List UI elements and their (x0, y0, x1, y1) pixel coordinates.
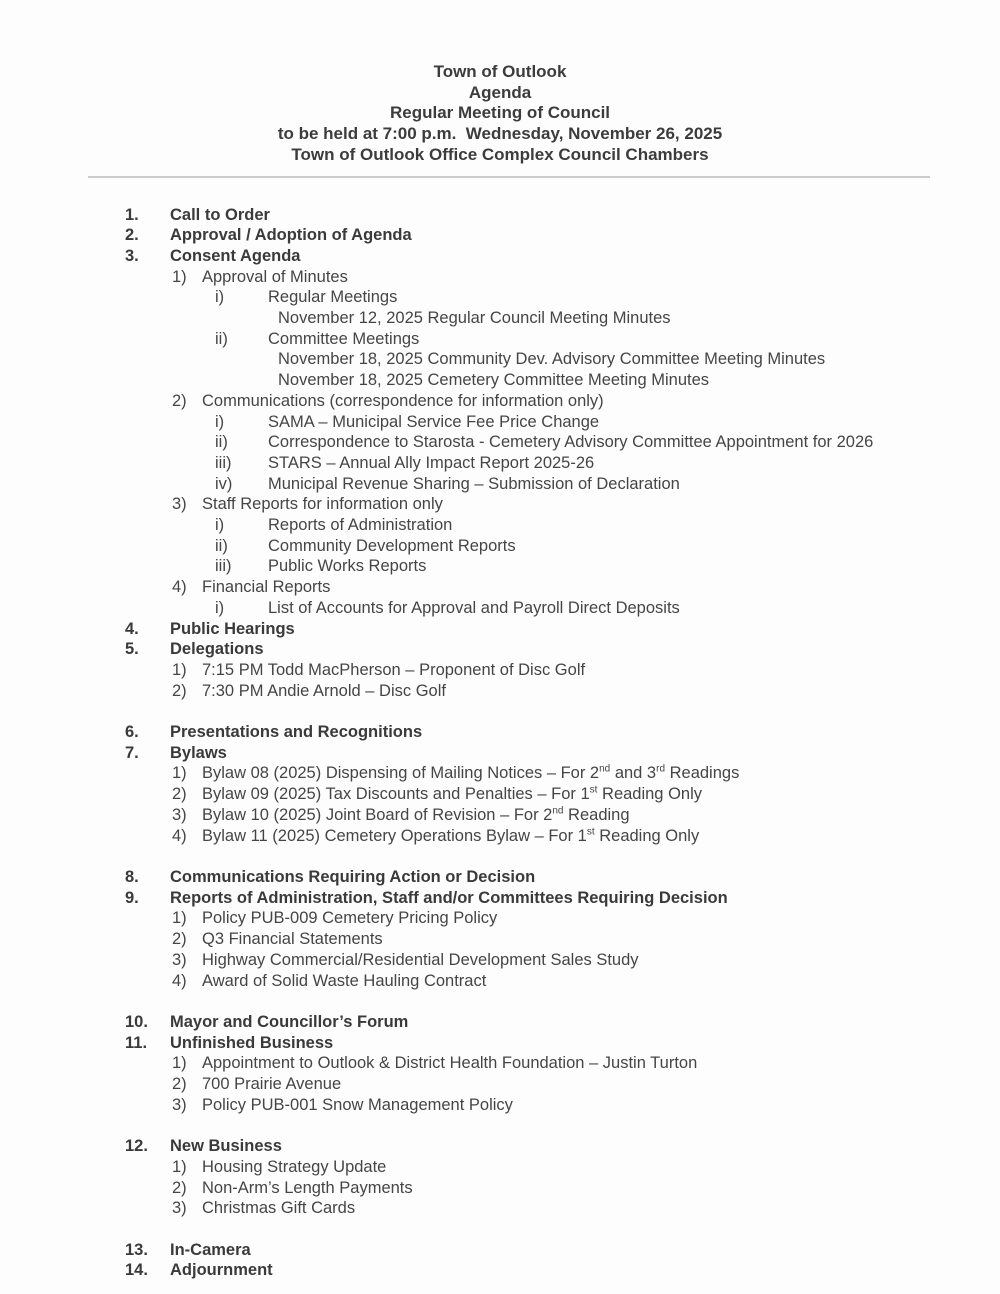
item-number: 12. (125, 1137, 148, 1156)
agenda-subsubitem (215, 432, 1000, 453)
agenda-item-text: Public Hearings (170, 619, 295, 638)
agenda-detail-line-text: November 18, 2025 Cemetery Committee Meeting Minutes (278, 371, 710, 390)
item-number: ii) (215, 329, 228, 348)
item-number: 3) (172, 1095, 187, 1114)
header-line: Agenda (468, 82, 532, 102)
agenda-subitem-text: Q3 Financial Statements (202, 930, 383, 949)
agenda-item-text: In-Camera (170, 1240, 251, 1259)
item-number: 1) (172, 764, 187, 783)
section-gap (0, 1219, 1000, 1240)
item-number: iii) (215, 453, 232, 472)
item-number: 1) (172, 267, 187, 286)
item-number: 13. (125, 1240, 148, 1259)
agenda-subsubitem-text: Reports of Administration (268, 516, 453, 535)
agenda-item-text: Reports of Administration, Staff and/or Committees Requiring Decision (170, 888, 728, 907)
agenda-item-text: Communications Requiring Action or Decision (170, 867, 536, 886)
item-number: 2) (172, 930, 187, 949)
agenda-subitem-text: Financial Reports (202, 578, 331, 597)
agenda-subitem (172, 1157, 1000, 1178)
agenda-detail-line (278, 370, 1000, 391)
agenda-subitem-text: Policy PUB-001 Snow Management Policy (202, 1095, 513, 1114)
agenda-subitem-text: Bylaw 10 (2025) Joint Board of Revision – For 2nd Reading (202, 805, 630, 824)
agenda-subitem (172, 826, 1000, 847)
agenda-subitem (172, 577, 1000, 598)
agenda-item-text: Adjournment (170, 1261, 273, 1280)
agenda-detail-line-text: November 18, 2025 Community Dev. Advisory Committee Meeting Minutes (278, 350, 826, 369)
section-gap (0, 846, 1000, 867)
agenda-item (125, 743, 1000, 764)
agenda-subitem-text: 7:30 PM Andie Arnold – Disc Golf (202, 681, 446, 700)
agenda-subsubitem-text: STARS – Annual Ally Impact Report 2025-26 (268, 453, 595, 472)
agenda-subitem-text: Appointment to Outlook & District Health Foundation – Justin Turton (202, 1054, 698, 1073)
agenda-item (125, 1033, 1000, 1054)
agenda-subitem-text: Non-Arm’s Length Payments (202, 1178, 413, 1197)
item-number: 4. (125, 619, 139, 638)
header-divider (88, 176, 930, 178)
item-number: 3. (125, 246, 139, 265)
agenda-subsubitem (215, 453, 1000, 474)
agenda-subitem (172, 929, 1000, 950)
item-number: 1. (125, 205, 139, 224)
agenda-subsubitem-text: Public Works Reports (268, 557, 427, 576)
agenda-subitem-text: Policy PUB-009 Cemetery Pricing Policy (202, 909, 498, 928)
agenda-subitem (172, 1053, 1000, 1074)
agenda-subitem (172, 1095, 1000, 1116)
agenda-subsubitem (215, 412, 1000, 433)
agenda-subsubitem-text: Regular Meetings (268, 288, 398, 307)
item-number: i) (215, 288, 225, 307)
item-number: 4) (172, 578, 187, 597)
agenda-subitem (172, 950, 1000, 971)
item-number: 5. (125, 640, 139, 659)
item-number: 3) (172, 805, 187, 824)
item-number: 2) (172, 681, 187, 700)
agenda-subsubitem (215, 287, 1000, 308)
agenda-item (125, 1260, 1000, 1281)
item-number: iii) (215, 557, 232, 576)
agenda-subitem (172, 805, 1000, 826)
agenda-subitem (172, 267, 1000, 288)
agenda-item (125, 722, 1000, 743)
item-number: 4) (172, 971, 187, 990)
item-number: i) (215, 516, 225, 535)
ordinal-superscript: st (586, 826, 595, 838)
agenda-subitem (172, 660, 1000, 681)
item-number: 2) (172, 785, 187, 804)
item-number: ii) (215, 433, 228, 452)
agenda-item (125, 1136, 1000, 1157)
agenda-subsubitem-text: Community Development Reports (268, 536, 516, 555)
ordinal-superscript: rd (656, 763, 666, 775)
agenda-subitem (172, 763, 1000, 784)
agenda-item-text: Presentations and Recognitions (170, 723, 423, 742)
agenda-item-text: New Business (170, 1137, 282, 1156)
agenda-subitem-text: Housing Strategy Update (202, 1157, 387, 1176)
item-number: iv) (215, 474, 233, 493)
agenda-subsubitem-text: Municipal Revenue Sharing – Submission of Declaration (268, 474, 680, 493)
item-number: 1) (172, 1157, 187, 1176)
agenda-item (125, 639, 1000, 660)
agenda-item-text: Bylaws (170, 743, 227, 762)
item-number: 3) (172, 950, 187, 969)
agenda-subitem-text: Approval of Minutes (202, 267, 348, 286)
agenda-subitem-text: Bylaw 08 (2025) Dispensing of Mailing Notices – For 2nd and 3rd Readings (202, 763, 740, 783)
section-gap (0, 1115, 1000, 1136)
item-number: 11. (125, 1033, 148, 1052)
agenda-subitem-text: Bylaw 11 (2025) Cemetery Operations Bylaw – For 1st Reading Only (202, 826, 700, 845)
agenda-subsubitem (215, 556, 1000, 577)
agenda-subitem-text: Staff Reports for information only (202, 495, 443, 514)
ordinal-superscript: nd (599, 763, 611, 775)
agenda-item (125, 1012, 1000, 1033)
item-number: 14. (125, 1261, 148, 1280)
agenda-item-text: Mayor and Councillor’s Forum (170, 1012, 409, 1031)
item-number: 3) (172, 495, 187, 514)
agenda-subitem (172, 784, 1000, 805)
agenda-subsubitem (215, 515, 1000, 536)
agenda-subitem (172, 1198, 1000, 1219)
agenda-subsubitem-text: Correspondence to Starosta - Cemetery Advisory Committee Appointment for 2026 (268, 433, 874, 452)
agenda-subitem (172, 391, 1000, 412)
item-number: 8. (125, 867, 139, 886)
section-gap (0, 991, 1000, 1012)
agenda-detail-line (278, 308, 1000, 329)
agenda-item (125, 225, 1000, 246)
header-line: to be held at 7:00 p.m. Wednesday, November 26, 2025 (277, 124, 723, 144)
agenda-item (125, 205, 1000, 226)
header-line: Regular Meeting of Council (389, 103, 611, 123)
item-number: 6. (125, 723, 139, 742)
agenda-item (125, 1240, 1000, 1261)
agenda-subitem-text: 7:15 PM Todd MacPherson – Proponent of Disc Golf (202, 660, 586, 679)
agenda-subsubitem (215, 329, 1000, 350)
item-number: 2) (172, 1178, 187, 1197)
agenda-subsubitem (215, 536, 1000, 557)
agenda-item-text: Approval / Adoption of Agenda (170, 226, 412, 245)
agenda-item (125, 867, 1000, 888)
document-header (0, 0, 1000, 166)
agenda-item-text: Delegations (170, 640, 264, 659)
agenda-subsubitem (215, 598, 1000, 619)
header-line: Town of Outlook (433, 62, 567, 81)
agenda-item (125, 619, 1000, 640)
item-number: 4) (172, 826, 187, 845)
item-number: 10. (125, 1012, 148, 1031)
agenda-item (125, 246, 1000, 267)
agenda-detail-line-text: November 12, 2025 Regular Council Meeting Minutes (278, 309, 671, 328)
agenda-subitem (172, 494, 1000, 515)
section-gap (0, 701, 1000, 722)
item-number: ii) (215, 536, 228, 555)
ordinal-superscript: nd (552, 805, 564, 817)
agenda-subitem-text: 700 Prairie Avenue (202, 1075, 342, 1093)
item-number: 2) (172, 1075, 187, 1093)
item-number: i) (215, 412, 225, 431)
agenda-subitem-text: Christmas Gift Cards (202, 1199, 356, 1218)
item-number: 2. (125, 226, 139, 245)
item-number: 3) (172, 1199, 187, 1218)
agenda-subsubitem-text: List of Accounts for Approval and Payroll Direct Deposits (268, 598, 680, 617)
header-line: Town of Outlook Office Complex Council Chambers (291, 144, 709, 164)
agenda-subsubitem-text: SAMA – Municipal Service Fee Price Change (268, 412, 600, 431)
agenda-subitem (172, 681, 1000, 702)
item-number: 2) (172, 391, 187, 410)
agenda-list (0, 205, 1000, 1281)
agenda-subitem (172, 1074, 1000, 1095)
item-number: 1) (172, 1054, 187, 1073)
agenda-item (125, 888, 1000, 909)
ordinal-superscript: st (589, 784, 598, 796)
agenda-subitem (172, 908, 1000, 929)
item-number: 9. (125, 888, 139, 907)
agenda-subitem (172, 1178, 1000, 1199)
agenda-item-text: Call to Order (170, 205, 270, 224)
agenda-subitem (172, 971, 1000, 992)
item-number: 1) (172, 660, 187, 679)
agenda-subitem-text: Bylaw 09 (2025) Tax Discounts and Penalties – For 1st Reading Only (202, 784, 702, 804)
agenda-detail-line (278, 349, 1000, 370)
agenda-item-text: Consent Agenda (170, 246, 301, 265)
item-number: i) (215, 598, 225, 617)
agenda-subsubitem-text: Committee Meetings (268, 329, 420, 348)
agenda-subitem-text: Communications (correspondence for information only) (202, 391, 604, 410)
agenda-subsubitem (215, 474, 1000, 495)
agenda-subitem-text: Highway Commercial/Residential Development Sales Study (202, 950, 639, 969)
agenda-subitem-text: Award of Solid Waste Hauling Contract (202, 971, 487, 990)
item-number: 1) (172, 909, 187, 928)
agenda-item-text: Unfinished Business (170, 1033, 334, 1052)
item-number: 7. (125, 743, 139, 762)
